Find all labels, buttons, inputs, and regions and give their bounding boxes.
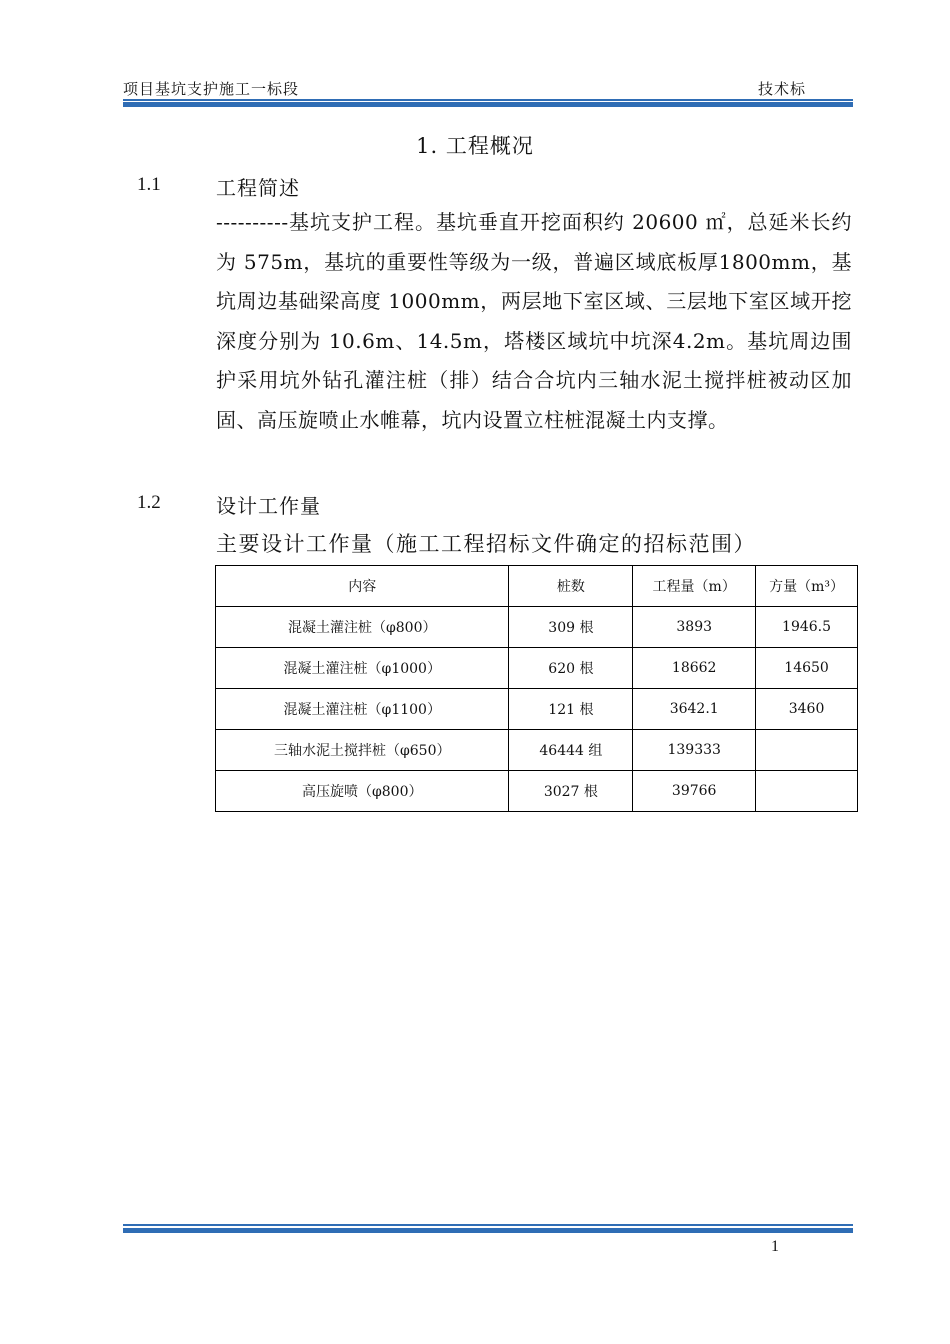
table-cell: 混凝土灌注桩（φ1000） xyxy=(216,648,509,689)
header-document-type: 技术标 xyxy=(758,80,807,98)
table-cell: 混凝土灌注桩（φ800） xyxy=(216,607,509,648)
header-cell-volume: 方量（m³） xyxy=(756,566,858,607)
table-header-row xyxy=(216,566,858,607)
table-cell: 121 根 xyxy=(509,689,633,730)
header-cell-quantity: 工程量（m） xyxy=(633,566,756,607)
table-cell: 3460 xyxy=(756,689,858,730)
header-project-name: 项目基坑支护施工一标段 xyxy=(123,80,300,98)
table-cell: 3027 根 xyxy=(509,771,633,812)
table-cell: 三轴水泥土搅拌桩（φ650） xyxy=(216,730,509,771)
footer-rule-thin xyxy=(123,1224,853,1226)
subsection-title: 工程简述 xyxy=(216,176,300,200)
subsection-number: 1.1 xyxy=(137,174,161,195)
table-cell: 139333 xyxy=(633,730,756,771)
table-row xyxy=(216,607,858,648)
overview-paragraph: ----------基坑支护工程。基坑垂直开挖面积约 20600 ㎡，总延米长约为 575m，基坑的重要性等级为一级，普遍区域底板厚1800mm，基坑周边基础梁高度 1000mm，两层地下室区域、三层地下室区域开挖深度分别为 10.6m、14.5m，塔楼区域坑中坑深4.2m。基坑周边围护采用坑外钻孔灌注桩（排）结合合坑内三轴水泥土搅拌桩被动区加固、高压旋喷止水帷幕，坑内设置立柱桩混凝土内支撑。 xyxy=(216,210,852,432)
table-cell: 1946.5 xyxy=(756,607,858,648)
section-title: 1. 工程概况 xyxy=(416,134,534,158)
subsection-number: 1.2 xyxy=(137,492,161,513)
table-row xyxy=(216,771,858,812)
table-row xyxy=(216,730,858,771)
table-cell xyxy=(756,771,858,812)
header-cell-content: 内容 xyxy=(216,566,509,607)
header-cell-pile-count: 桩数 xyxy=(509,566,633,607)
subsection-title: 设计工作量 xyxy=(216,494,321,518)
table-cell: 18662 xyxy=(633,648,756,689)
table-cell: 3893 xyxy=(633,607,756,648)
table-cell: 3642.1 xyxy=(633,689,756,730)
table-cell: 高压旋喷（φ800） xyxy=(216,771,509,812)
table-cell: 14650 xyxy=(756,648,858,689)
table-cell: 混凝土灌注桩（φ1100） xyxy=(216,689,509,730)
table-cell: 620 根 xyxy=(509,648,633,689)
header-rule-thin xyxy=(123,99,853,101)
table-cell: 39766 xyxy=(633,771,756,812)
table-cell: 46444 组 xyxy=(509,730,633,771)
table-row xyxy=(216,648,858,689)
header-rule-thick xyxy=(123,102,853,107)
table-cell xyxy=(756,730,858,771)
table-caption: 主要设计工作量（施工工程招标文件确定的招标范围） xyxy=(216,532,756,556)
table-row xyxy=(216,689,858,730)
page-number: 1 xyxy=(771,1238,779,1255)
footer-rule-thick xyxy=(123,1228,853,1233)
workload-table xyxy=(215,565,858,812)
table-cell: 309 根 xyxy=(509,607,633,648)
